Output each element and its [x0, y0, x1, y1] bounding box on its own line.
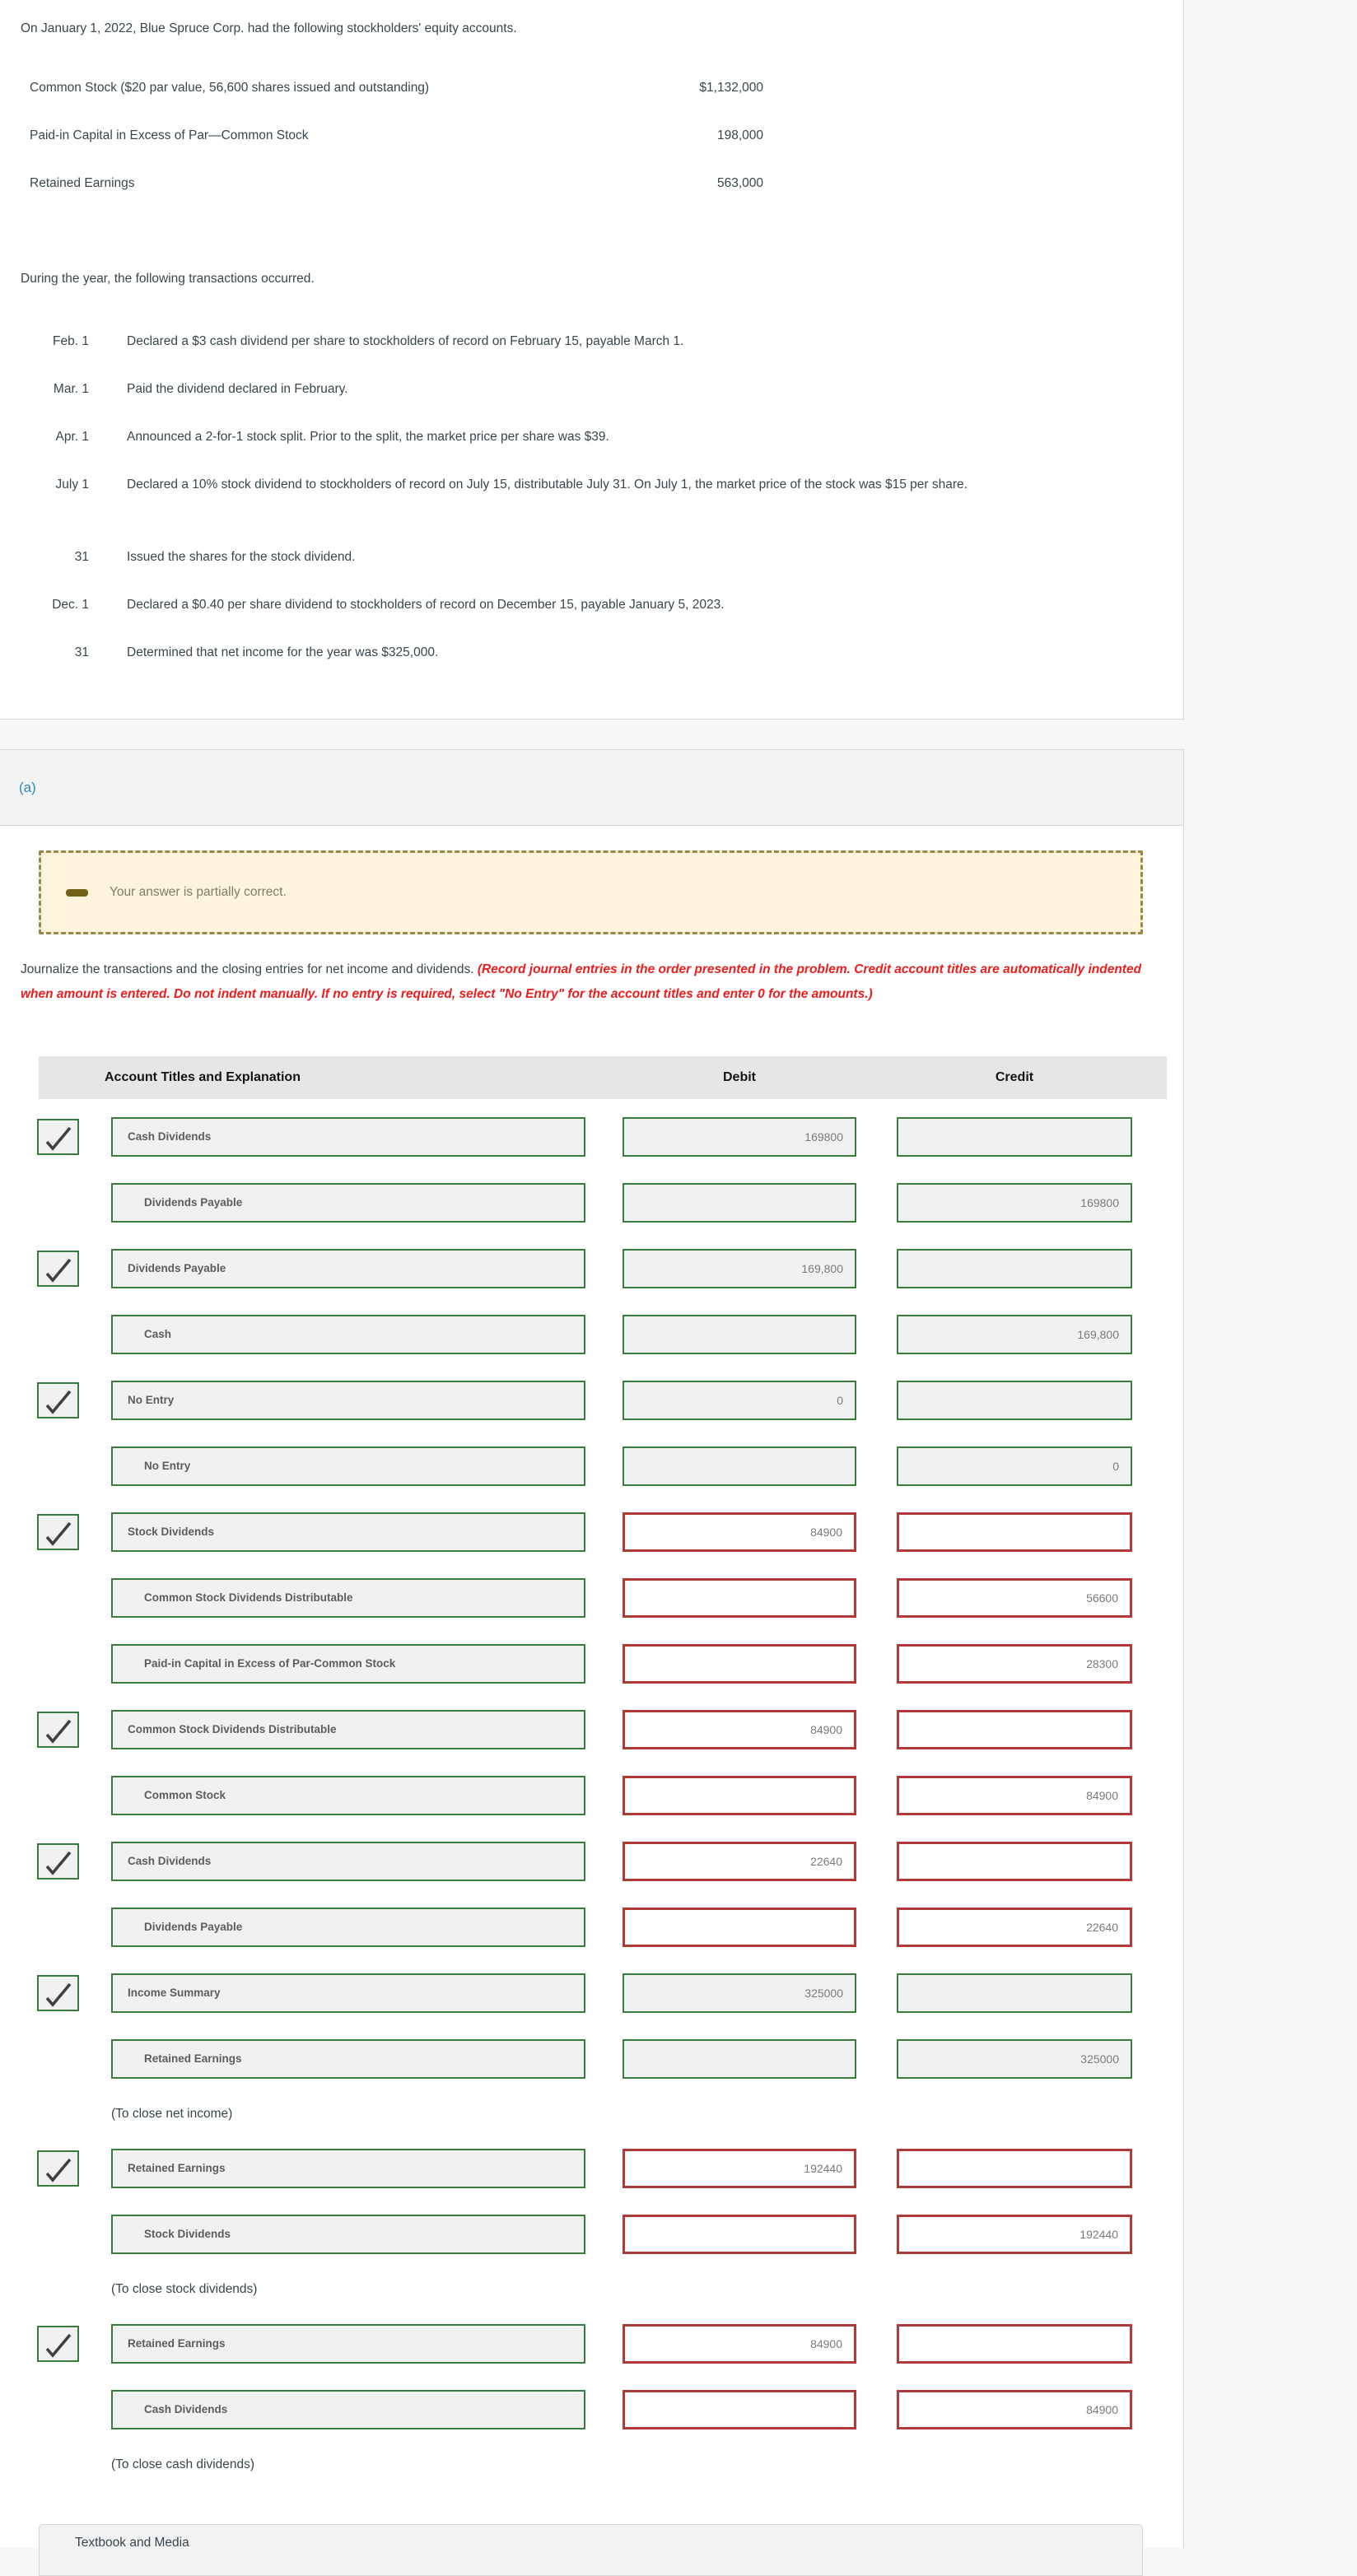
credit-input[interactable] — [897, 1446, 1132, 1486]
check-icon — [37, 1514, 79, 1550]
transaction-date: Dec. 1 — [52, 598, 89, 612]
account-title-select[interactable] — [111, 1908, 585, 1947]
credit-value: 0 — [1112, 1460, 1119, 1473]
debit-value: 84900 — [810, 1526, 842, 1539]
equity-account-row — [30, 175, 763, 193]
account-title-select[interactable] — [111, 1776, 585, 1815]
transaction-date: 31 — [74, 550, 89, 564]
debit-input[interactable] — [623, 1908, 856, 1947]
account-title-value: Retained Earnings — [128, 2337, 226, 2350]
debit-input[interactable] — [623, 1710, 856, 1749]
account-title-select[interactable] — [111, 1842, 585, 1881]
journal-entry-row — [0, 1117, 1183, 1183]
credit-input[interactable] — [897, 1710, 1132, 1749]
transaction-date: Feb. 1 — [53, 334, 89, 348]
account-title-select[interactable] — [111, 2149, 585, 2188]
credit-input[interactable] — [897, 1644, 1132, 1684]
partially-correct-alert — [39, 850, 1143, 934]
credit-input[interactable] — [897, 1117, 1132, 1157]
debit-value: 169,800 — [801, 1262, 843, 1275]
account-title-select[interactable] — [111, 1381, 585, 1420]
account-title-select[interactable] — [111, 2324, 585, 2364]
problem-card — [0, 0, 1184, 720]
journal-entry-row — [0, 1578, 1183, 1644]
credit-input[interactable] — [897, 2149, 1132, 2188]
equity-account-value: 198,000 — [716, 128, 763, 142]
journal-entry-row — [0, 1315, 1183, 1381]
credit-input[interactable] — [897, 1249, 1132, 1288]
journal-explanation-text: (To close cash dividends) — [111, 2457, 255, 2471]
transaction-date: Mar. 1 — [53, 382, 89, 396]
check-icon — [37, 1251, 79, 1287]
transaction-description: Paid the dividend declared in February. — [127, 382, 348, 396]
account-title-select[interactable] — [111, 1710, 585, 1749]
credit-input[interactable] — [897, 2215, 1132, 2254]
account-title-value: Common Stock Dividends Distributable — [144, 1591, 353, 1604]
textbook-media-button[interactable] — [39, 2524, 1143, 2576]
credit-value: 169800 — [1080, 1196, 1119, 1209]
account-title-select[interactable] — [111, 2039, 585, 2079]
debit-input[interactable] — [623, 1973, 856, 2013]
credit-input[interactable] — [897, 1183, 1132, 1223]
debit-value: 169800 — [804, 1130, 843, 1144]
debit-input[interactable] — [623, 1249, 856, 1288]
journal-entry-row — [0, 1908, 1183, 1973]
transaction-date: Apr. 1 — [55, 430, 89, 444]
debit-input[interactable] — [623, 2039, 856, 2079]
journal-explanation — [111, 2105, 770, 2123]
dash-icon — [66, 889, 88, 897]
credit-input[interactable] — [897, 1381, 1132, 1420]
credit-input[interactable] — [897, 1908, 1132, 1947]
debit-input[interactable] — [623, 2149, 856, 2188]
equity-account-value: 563,000 — [716, 176, 763, 190]
credit-value: 84900 — [1086, 2403, 1118, 2416]
check-icon — [37, 1975, 79, 2011]
problem-intro: On January 1, 2022, Blue Spruce Corp. had the following stockholders' equity accounts. — [21, 21, 517, 35]
equity-account-label: Common Stock ($20 par value, 56,600 shares issued and outstanding) — [30, 81, 430, 95]
instructions-main: Journalize the transactions and the closing entries for net income and dividends. — [21, 962, 478, 976]
transaction-description: Determined that net income for the year was $325,000. — [127, 645, 439, 659]
account-title-select[interactable] — [111, 2390, 585, 2429]
account-title-value: Dividends Payable — [128, 1262, 226, 1274]
account-title-value: Cash Dividends — [128, 1130, 212, 1143]
equity-account-label: Paid-in Capital in Excess of Par—Common Stock — [30, 128, 309, 142]
transaction-date: 31 — [74, 645, 89, 659]
journal-entry-row — [0, 1776, 1183, 1842]
equity-account-row — [30, 79, 763, 97]
instructions-note: (Record journal entries in the order presented in the problem. Credit account titles are automatically indented when amount is entered. Do not indent manually. If no entry is required, select "No Entry" for the account titles and enter 0 for the amounts.) — [21, 962, 1142, 1001]
account-title-select[interactable] — [111, 2215, 585, 2254]
debit-input[interactable] — [623, 1644, 856, 1684]
transaction-date: July 1 — [55, 477, 89, 491]
journal-explanation-text: (To close stock dividends) — [111, 2282, 258, 2296]
credit-value: 169,800 — [1077, 1328, 1119, 1341]
journal-entry-row — [0, 2324, 1183, 2390]
credit-value: 84900 — [1086, 1789, 1118, 1802]
equity-account-label: Retained Earnings — [30, 176, 135, 190]
journal-entry-row — [0, 2390, 1183, 2456]
journal-entry-row — [0, 1644, 1183, 1710]
column-header-account: Account Titles and Explanation — [105, 1070, 301, 1084]
account-title-value: Income Summary — [128, 1987, 221, 1999]
journal-header-row — [39, 1056, 1167, 1099]
debit-input[interactable] — [623, 1512, 856, 1552]
instructions — [21, 957, 1150, 1007]
credit-input[interactable] — [897, 2039, 1132, 2079]
account-title-value: Cash Dividends — [128, 1855, 212, 1867]
credit-value: 192440 — [1080, 2228, 1118, 2241]
journal-table — [0, 1056, 1183, 2530]
journal-explanation — [111, 2456, 770, 2474]
debit-value: 192440 — [804, 2162, 842, 2175]
transactions-intro: During the year, the following transactions occurred. — [21, 272, 315, 286]
journal-entry-row — [0, 1710, 1183, 1776]
journal-entry-row — [0, 1249, 1183, 1315]
account-title-value: Stock Dividends — [128, 1526, 215, 1538]
journal-entry-row — [0, 1183, 1183, 1249]
debit-input[interactable] — [623, 1776, 856, 1815]
textbook-media-label: Textbook and Media — [75, 2536, 189, 2550]
credit-input[interactable] — [897, 1315, 1132, 1354]
check-icon — [37, 2150, 79, 2187]
transaction-description: Declared a $3 cash dividend per share to stockholders of record on February 15, payable March 1. — [127, 334, 684, 348]
check-icon — [37, 1712, 79, 1748]
transaction-description: Issued the shares for the stock dividend. — [127, 550, 356, 564]
debit-input[interactable] — [623, 1842, 856, 1881]
account-title-select[interactable] — [111, 1249, 585, 1288]
account-title-select[interactable] — [111, 1446, 585, 1486]
account-title-select[interactable] — [111, 1117, 585, 1157]
credit-value: 56600 — [1086, 1591, 1118, 1605]
equity-account-value: $1,132,000 — [699, 81, 763, 95]
account-title-value: Dividends Payable — [144, 1196, 243, 1209]
debit-value: 84900 — [810, 2337, 842, 2350]
check-icon — [37, 2326, 79, 2362]
debit-input[interactable] — [623, 1446, 856, 1486]
debit-input[interactable] — [623, 1315, 856, 1354]
part-a-body — [0, 826, 1183, 2548]
account-title-value: Common Stock — [144, 1789, 226, 1801]
debit-input[interactable] — [623, 1578, 856, 1618]
account-title-select[interactable] — [111, 1578, 585, 1618]
equity-account-row — [30, 127, 763, 145]
column-header-debit: Debit — [723, 1070, 756, 1084]
check-icon — [37, 1843, 79, 1880]
account-title-value: No Entry — [144, 1460, 191, 1472]
account-title-value: Dividends Payable — [144, 1921, 243, 1933]
debit-input[interactable] — [623, 1117, 856, 1157]
account-title-value: Cash — [144, 1328, 172, 1340]
account-title-value: Stock Dividends — [144, 2228, 231, 2240]
journal-entry-row — [0, 1973, 1183, 2039]
debit-value: 84900 — [810, 1723, 842, 1736]
credit-input[interactable] — [897, 1973, 1132, 2013]
journal-entry-row — [0, 2215, 1183, 2280]
journal-explanation-text: (To close net income) — [111, 2107, 233, 2121]
debit-input[interactable] — [623, 2215, 856, 2254]
account-title-value: Retained Earnings — [144, 2052, 242, 2065]
debit-input[interactable] — [623, 1183, 856, 1223]
part-a-header — [0, 749, 1183, 826]
debit-input[interactable] — [623, 1381, 856, 1420]
column-header-credit: Credit — [995, 1070, 1034, 1084]
journal-explanation — [111, 2280, 770, 2299]
transaction-description: Declared a 10% stock dividend to stockholders of record on July 15, distributable July 31. On July 1, the market price of the stock was $15 per share. — [127, 477, 968, 491]
account-title-value: Common Stock Dividends Distributable — [128, 1723, 337, 1735]
alert-message: Your answer is partially correct. — [110, 885, 287, 899]
credit-input[interactable] — [897, 1776, 1132, 1815]
debit-input[interactable] — [623, 2324, 856, 2364]
debit-value: 325000 — [804, 1987, 843, 2000]
debit-value: 22640 — [810, 1855, 842, 1868]
transaction-description: Announced a 2-for-1 stock split. Prior to the split, the market price per share was $39. — [127, 430, 609, 444]
account-title-value: Cash Dividends — [144, 2403, 228, 2415]
account-title-select[interactable] — [111, 1183, 585, 1223]
credit-input[interactable] — [897, 2324, 1132, 2364]
account-title-select[interactable] — [111, 1973, 585, 2013]
account-title-value: No Entry — [128, 1394, 175, 1406]
transaction-description: Declared a $0.40 per share dividend to stockholders of record on December 15, payable January 5, 2023. — [127, 598, 725, 612]
journal-entry-row — [0, 1381, 1183, 1446]
credit-input[interactable] — [897, 2390, 1132, 2429]
journal-entry-row — [0, 2149, 1183, 2215]
debit-value: 0 — [837, 1394, 843, 1407]
part-a-label: (a) — [19, 780, 36, 795]
credit-input[interactable] — [897, 1842, 1132, 1881]
journal-entry-row — [0, 1842, 1183, 1908]
credit-value: 28300 — [1086, 1657, 1118, 1670]
account-title-select[interactable] — [111, 1315, 585, 1354]
credit-input[interactable] — [897, 1512, 1132, 1552]
account-title-select[interactable] — [111, 1512, 585, 1552]
debit-input[interactable] — [623, 2390, 856, 2429]
journal-entry-row — [0, 1446, 1183, 1512]
check-icon — [37, 1119, 79, 1155]
credit-input[interactable] — [897, 1578, 1132, 1618]
journal-entry-row — [0, 2039, 1183, 2105]
journal-entry-row — [0, 1512, 1183, 1578]
credit-value: 325000 — [1080, 2052, 1119, 2066]
account-title-value: Retained Earnings — [128, 2162, 226, 2174]
account-title-select[interactable] — [111, 1644, 585, 1684]
account-title-value: Paid-in Capital in Excess of Par-Common Stock — [144, 1657, 396, 1670]
credit-value: 22640 — [1086, 1921, 1118, 1934]
answer-card — [0, 749, 1184, 2548]
check-icon — [37, 1382, 79, 1418]
